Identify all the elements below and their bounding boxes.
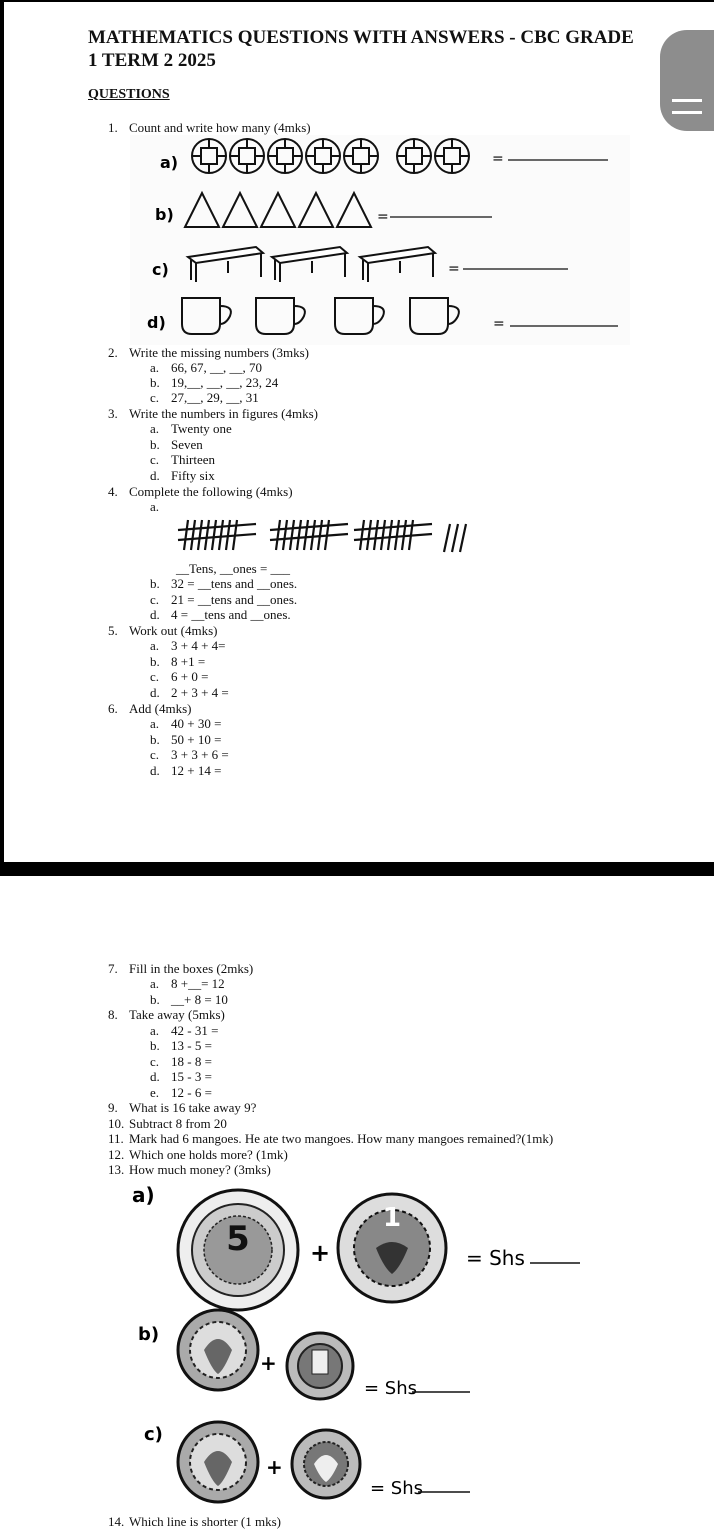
question-10: 10. Subtract 8 from 20 <box>108 1116 227 1131</box>
q4-item-d: d. 4 = __tens and __ones. <box>150 607 291 622</box>
q13-label-c: c) <box>144 1424 163 1445</box>
q3-item-a: a. Twenty one <box>150 421 232 436</box>
svg-text:= Shs: = Shs <box>466 1246 525 1270</box>
question-5: 5. Work out (4mks) <box>108 623 218 638</box>
svg-text:=: = <box>377 209 389 225</box>
coins-figure <box>120 1178 590 1508</box>
tally-marks-figure <box>176 512 468 558</box>
q1-label-b: b) <box>155 205 174 224</box>
document-title: MATHEMATICS QUESTIONS WITH ANSWERS - CBC GRADE 1 TERM 2 2025 <box>88 27 634 71</box>
one-shilling-coin-icon <box>338 1194 446 1302</box>
q13-label-b: b) <box>138 1324 160 1345</box>
q6-item-c: c. 3 + 3 + 6 = <box>150 747 229 762</box>
q7-item-b: b. __+ 8 = 10 <box>150 992 228 1007</box>
q5-item-c: c. 6 + 0 = <box>150 669 209 684</box>
q8-item-a: a. 42 - 31 = <box>150 1023 219 1038</box>
svg-text:= Shs: = Shs <box>364 1378 418 1399</box>
counting-figure <box>130 135 630 345</box>
q2-item-a: a. 66, 67, __, __, 70 <box>150 360 262 375</box>
question-8: 8. Take away (5mks) <box>108 1007 225 1022</box>
question-14: 14. Which line is shorter (1 mks) <box>108 1514 281 1529</box>
section-heading: QUESTIONS <box>88 87 170 102</box>
q8-item-d: d. 15 - 3 = <box>150 1069 212 1084</box>
coin-icon <box>292 1430 360 1498</box>
question-9: 9. What is 16 take away 9? <box>108 1100 257 1115</box>
question-1: 1. Count and write how many (4mks) <box>108 120 311 135</box>
q3-item-b: b. Seven <box>150 437 203 452</box>
question-3: 3. Write the numbers in figures (4mks) <box>108 406 319 421</box>
q6-item-d: d. 12 + 14 = <box>150 763 222 778</box>
q8-item-b: b. 13 - 5 = <box>150 1038 212 1053</box>
question-11: 11. Mark had 6 mangoes. He ate two mangoes. How many mangoes remained?(1mk) <box>108 1131 554 1146</box>
svg-text:=: = <box>492 151 504 167</box>
q6-item-a: a. 40 + 30 = <box>150 716 222 731</box>
question-7: 7. Fill in the boxes (2mks) <box>108 961 254 976</box>
svg-text:= Shs: = Shs <box>370 1478 424 1499</box>
q7-item-a: a. 8 +__= 12 <box>150 976 225 991</box>
left-border <box>0 0 4 865</box>
q3-item-c: c. Thirteen <box>150 452 216 467</box>
q1-label-d: d) <box>147 313 166 332</box>
svg-text:1: 1 <box>382 1203 402 1233</box>
q4-item-b: b. 32 = __tens and __ones. <box>150 576 298 591</box>
svg-text:5: 5 <box>226 1219 250 1259</box>
svg-text:=: = <box>448 261 460 277</box>
question-2: 2. Write the missing numbers (3mks) <box>108 345 310 360</box>
svg-text:+: + <box>266 1455 283 1479</box>
question-6: 6. Add (4mks) <box>108 701 192 716</box>
coin-icon <box>178 1310 258 1390</box>
q1-label-c: c) <box>152 260 169 279</box>
five-shilling-coin-icon <box>178 1190 298 1310</box>
q5-item-b: b. 8 +1 = <box>150 654 206 669</box>
handle-line-icon <box>672 111 702 114</box>
q3-item-d: d. Fifty six <box>150 468 215 483</box>
q8-item-e: e. 12 - 6 = <box>150 1085 212 1100</box>
svg-text:+: + <box>260 1351 277 1375</box>
svg-text:=: = <box>493 316 505 332</box>
scroll-handle[interactable] <box>660 30 714 131</box>
q5-item-d: d. 2 + 3 + 4 = <box>150 685 229 700</box>
coin-icon <box>178 1422 258 1502</box>
q6-item-b: b. 50 + 10 = <box>150 732 222 747</box>
q4-item-c: c. 21 = __tens and __ones. <box>150 592 298 607</box>
q4-tens-line: __Tens, __ones = ___ <box>176 561 291 576</box>
top-border <box>0 0 714 2</box>
q13-label-a: a) <box>132 1183 155 1207</box>
coin-icon <box>287 1333 353 1399</box>
q4-label-a: a. <box>150 499 160 514</box>
svg-text:+: + <box>310 1239 331 1267</box>
q1-label-a: a) <box>160 153 179 172</box>
question-13: 13. How much money? (3mks) <box>108 1162 271 1177</box>
question-12: 12. Which one holds more? (1mk) <box>108 1147 288 1162</box>
question-4: 4. Complete the following (4mks) <box>108 484 293 499</box>
q5-item-a: a. 3 + 4 + 4= <box>150 638 226 653</box>
q2-item-c: c. 27,__, 29, __, 31 <box>150 390 259 405</box>
handle-line-icon <box>672 99 702 102</box>
q2-item-b: b. 19,__, __, __, 23, 24 <box>150 375 279 390</box>
q8-item-c: c. 18 - 8 = <box>150 1054 212 1069</box>
page-break <box>0 862 714 876</box>
